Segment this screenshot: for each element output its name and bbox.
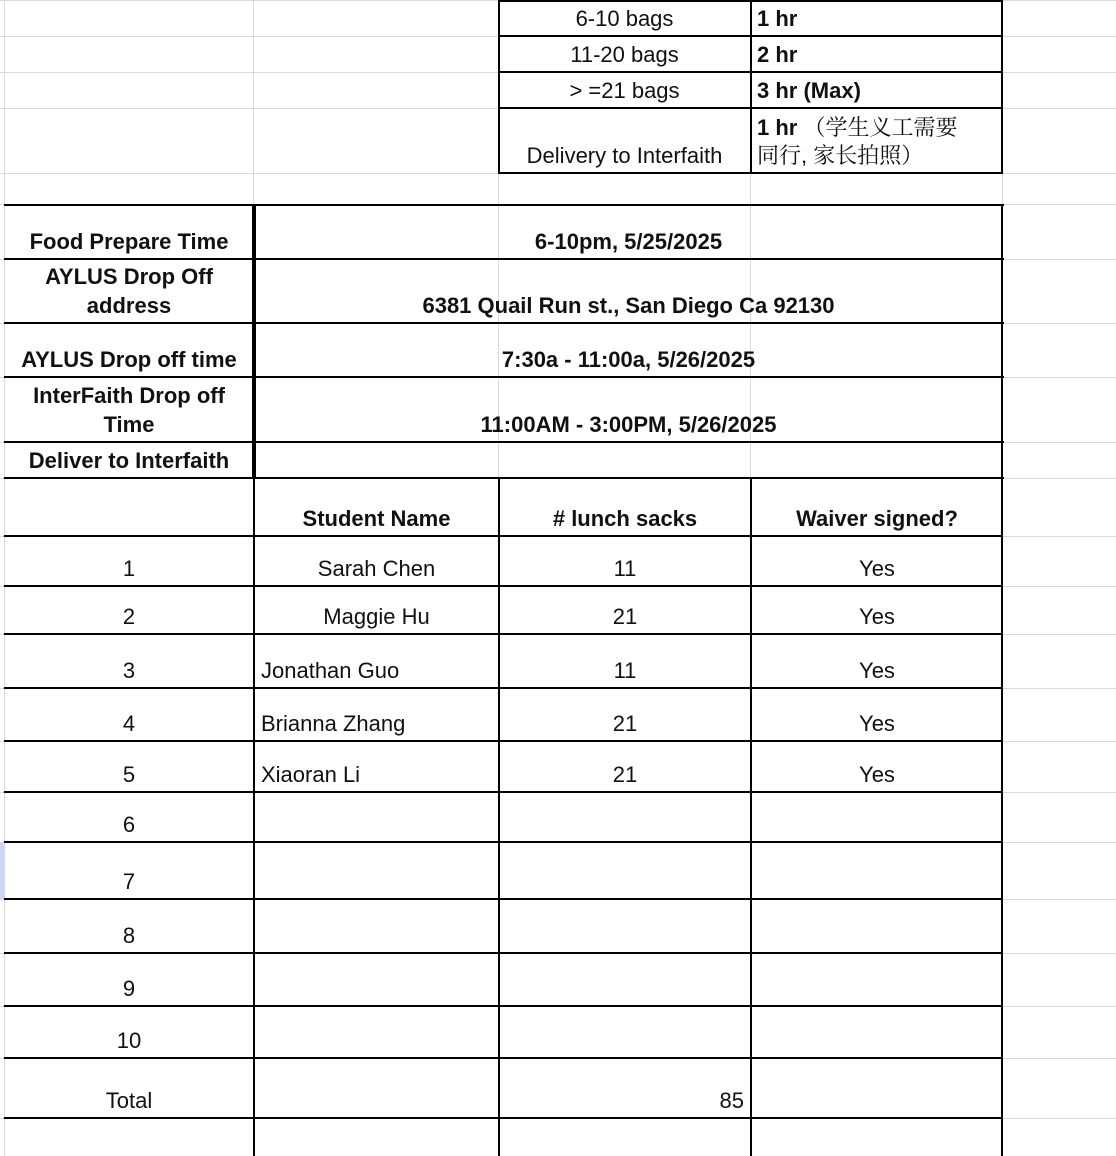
student-name-cell[interactable] [255,1007,498,1058]
sacks-count: 11 [613,658,637,683]
info-label: InterFaith Drop off Time [33,383,225,437]
total-value: 85 [719,1088,744,1113]
row-number-cell[interactable] [5,537,253,586]
row-number-cell[interactable] [5,689,253,741]
info-label-cell[interactable] [5,324,253,377]
rate-bags-label: Delivery to Interfaith [526,143,723,168]
waiver-cell[interactable] [752,843,1002,899]
row-number: 3 [122,658,136,683]
student-name-cell[interactable] [255,587,498,634]
total-empty-cell[interactable] [255,1059,498,1118]
sacks-cell[interactable] [500,900,750,953]
waiver-status: Yes [859,711,895,736]
info-value-cell[interactable] [256,206,1001,259]
info-label: AYLUS Drop Off address [45,264,213,318]
header-student-name[interactable] [255,480,498,536]
student-name: Brianna Zhang [261,711,406,736]
info-value-cell[interactable] [256,324,1001,377]
rate-bags-cell[interactable] [499,36,750,72]
rate-hours-cell[interactable] [751,0,1002,36]
student-name: Xiaoran Li [261,762,361,787]
rate-hours-label: 1 hr [757,115,798,140]
row-number: 4 [122,711,136,736]
sacks-cell[interactable] [500,742,750,792]
info-label-cell[interactable] [5,378,253,442]
rate-bags-cell[interactable] [499,72,750,108]
waiver-cell[interactable] [752,954,1002,1006]
total-label: Total [105,1088,153,1113]
student-name-cell[interactable] [255,742,498,792]
row-number-cell[interactable] [5,635,253,688]
sacks-cell[interactable] [500,537,750,586]
waiver-cell[interactable] [752,587,1002,634]
rate-bags-cell[interactable] [499,0,750,36]
sacks-cell[interactable] [500,1007,750,1058]
total-label-cell[interactable] [5,1059,253,1118]
info-label: Deliver to Interfaith [28,448,230,473]
sacks-count: 21 [612,604,638,629]
row-number-cell[interactable] [5,587,253,634]
waiver-status: Yes [859,762,895,787]
student-name: Jonathan Guo [261,658,400,683]
waiver-cell[interactable] [752,635,1002,688]
rate-hours-label: 1 hr [757,6,798,31]
sacks-count: 21 [612,711,638,736]
row-number-cell[interactable] [5,742,253,792]
row-number-cell[interactable] [5,843,253,899]
total-value-cell[interactable] [500,1059,750,1118]
rate-hours-cell[interactable] [751,36,1002,72]
row-number: 1 [122,556,136,581]
sacks-cell[interactable] [500,793,750,842]
sacks-cell[interactable] [500,587,750,634]
row-number: 2 [122,604,136,629]
student-name-cell[interactable] [255,900,498,953]
row-number-cell[interactable] [5,900,253,953]
rate-bags-label: 6-10 bags [575,6,674,31]
student-name-cell[interactable] [255,954,498,1006]
waiver-cell[interactable] [752,537,1002,586]
total-waiver-cell[interactable] [752,1059,1002,1118]
info-value-cell[interactable] [256,443,1001,478]
header-label: Student Name [302,506,451,531]
student-name-cell[interactable] [255,689,498,741]
info-value: 6-10pm, 5/25/2025 [534,229,723,254]
row-number: 8 [122,923,136,948]
delivery-hours-cell[interactable] [751,108,1002,173]
rate-bags-cell[interactable] [499,108,750,173]
rate-hours-label: 2 hr [757,42,798,67]
header-lunch-sacks[interactable] [500,480,750,536]
student-name: Maggie Hu [323,604,430,629]
row-number: 5 [122,762,136,787]
row-number: 6 [122,812,136,837]
info-label: Food Prepare Time [29,229,229,254]
rate-hours-cell[interactable] [751,72,1002,108]
rate-bags-label: 11-20 bags [570,42,679,67]
delivery-note-line2: 同行, 家长拍照） [757,143,924,168]
row-number: 10 [116,1028,142,1053]
waiver-cell[interactable] [752,1007,1002,1058]
info-value-cell[interactable] [256,260,1001,323]
info-label-cell[interactable] [5,260,253,323]
delivery-note-line1: （学生义工需要 [803,115,958,140]
waiver-status: Yes [859,556,895,581]
row-number: 9 [122,976,136,1001]
header-waiver[interactable] [752,480,1002,536]
header-label: Waiver signed? [796,506,958,531]
row-number-cell[interactable] [5,793,253,842]
student-name-cell[interactable] [255,635,498,688]
row-number: 7 [122,869,136,894]
info-value: 7:30a - 11:00a, 5/26/2025 [501,347,756,372]
info-label-cell[interactable] [5,206,253,259]
waiver-status: Yes [859,604,895,629]
info-value-cell[interactable] [256,378,1001,442]
info-value: 11:00AM - 3:00PM, 5/26/2025 [480,412,777,437]
waiver-status: Yes [859,658,895,683]
sacks-cell[interactable] [500,689,750,741]
student-name: Sarah Chen [317,556,436,581]
sacks-cell[interactable] [500,954,750,1006]
sacks-count: 21 [612,762,638,787]
waiver-cell[interactable] [752,793,1002,842]
student-name-cell[interactable] [255,843,498,899]
info-value: 6381 Quail Run st., San Diego Ca 92130 [422,293,835,318]
sacks-count: 11 [613,556,637,581]
sacks-cell[interactable] [500,843,750,899]
row-number-cell[interactable] [5,954,253,1006]
row-number-cell[interactable] [5,1007,253,1058]
waiver-cell[interactable] [752,689,1002,741]
sacks-cell[interactable] [500,635,750,688]
rate-bags-label: > =21 bags [569,78,680,103]
info-label: AYLUS Drop off time [21,347,237,372]
waiver-cell[interactable] [752,900,1002,953]
student-name-cell[interactable] [255,793,498,842]
header-label: # lunch sacks [552,506,698,531]
rate-hours-label: 3 hr (Max) [757,78,861,103]
info-label-cell[interactable] [5,443,253,478]
waiver-cell[interactable] [752,742,1002,792]
student-name-cell[interactable] [255,537,498,586]
